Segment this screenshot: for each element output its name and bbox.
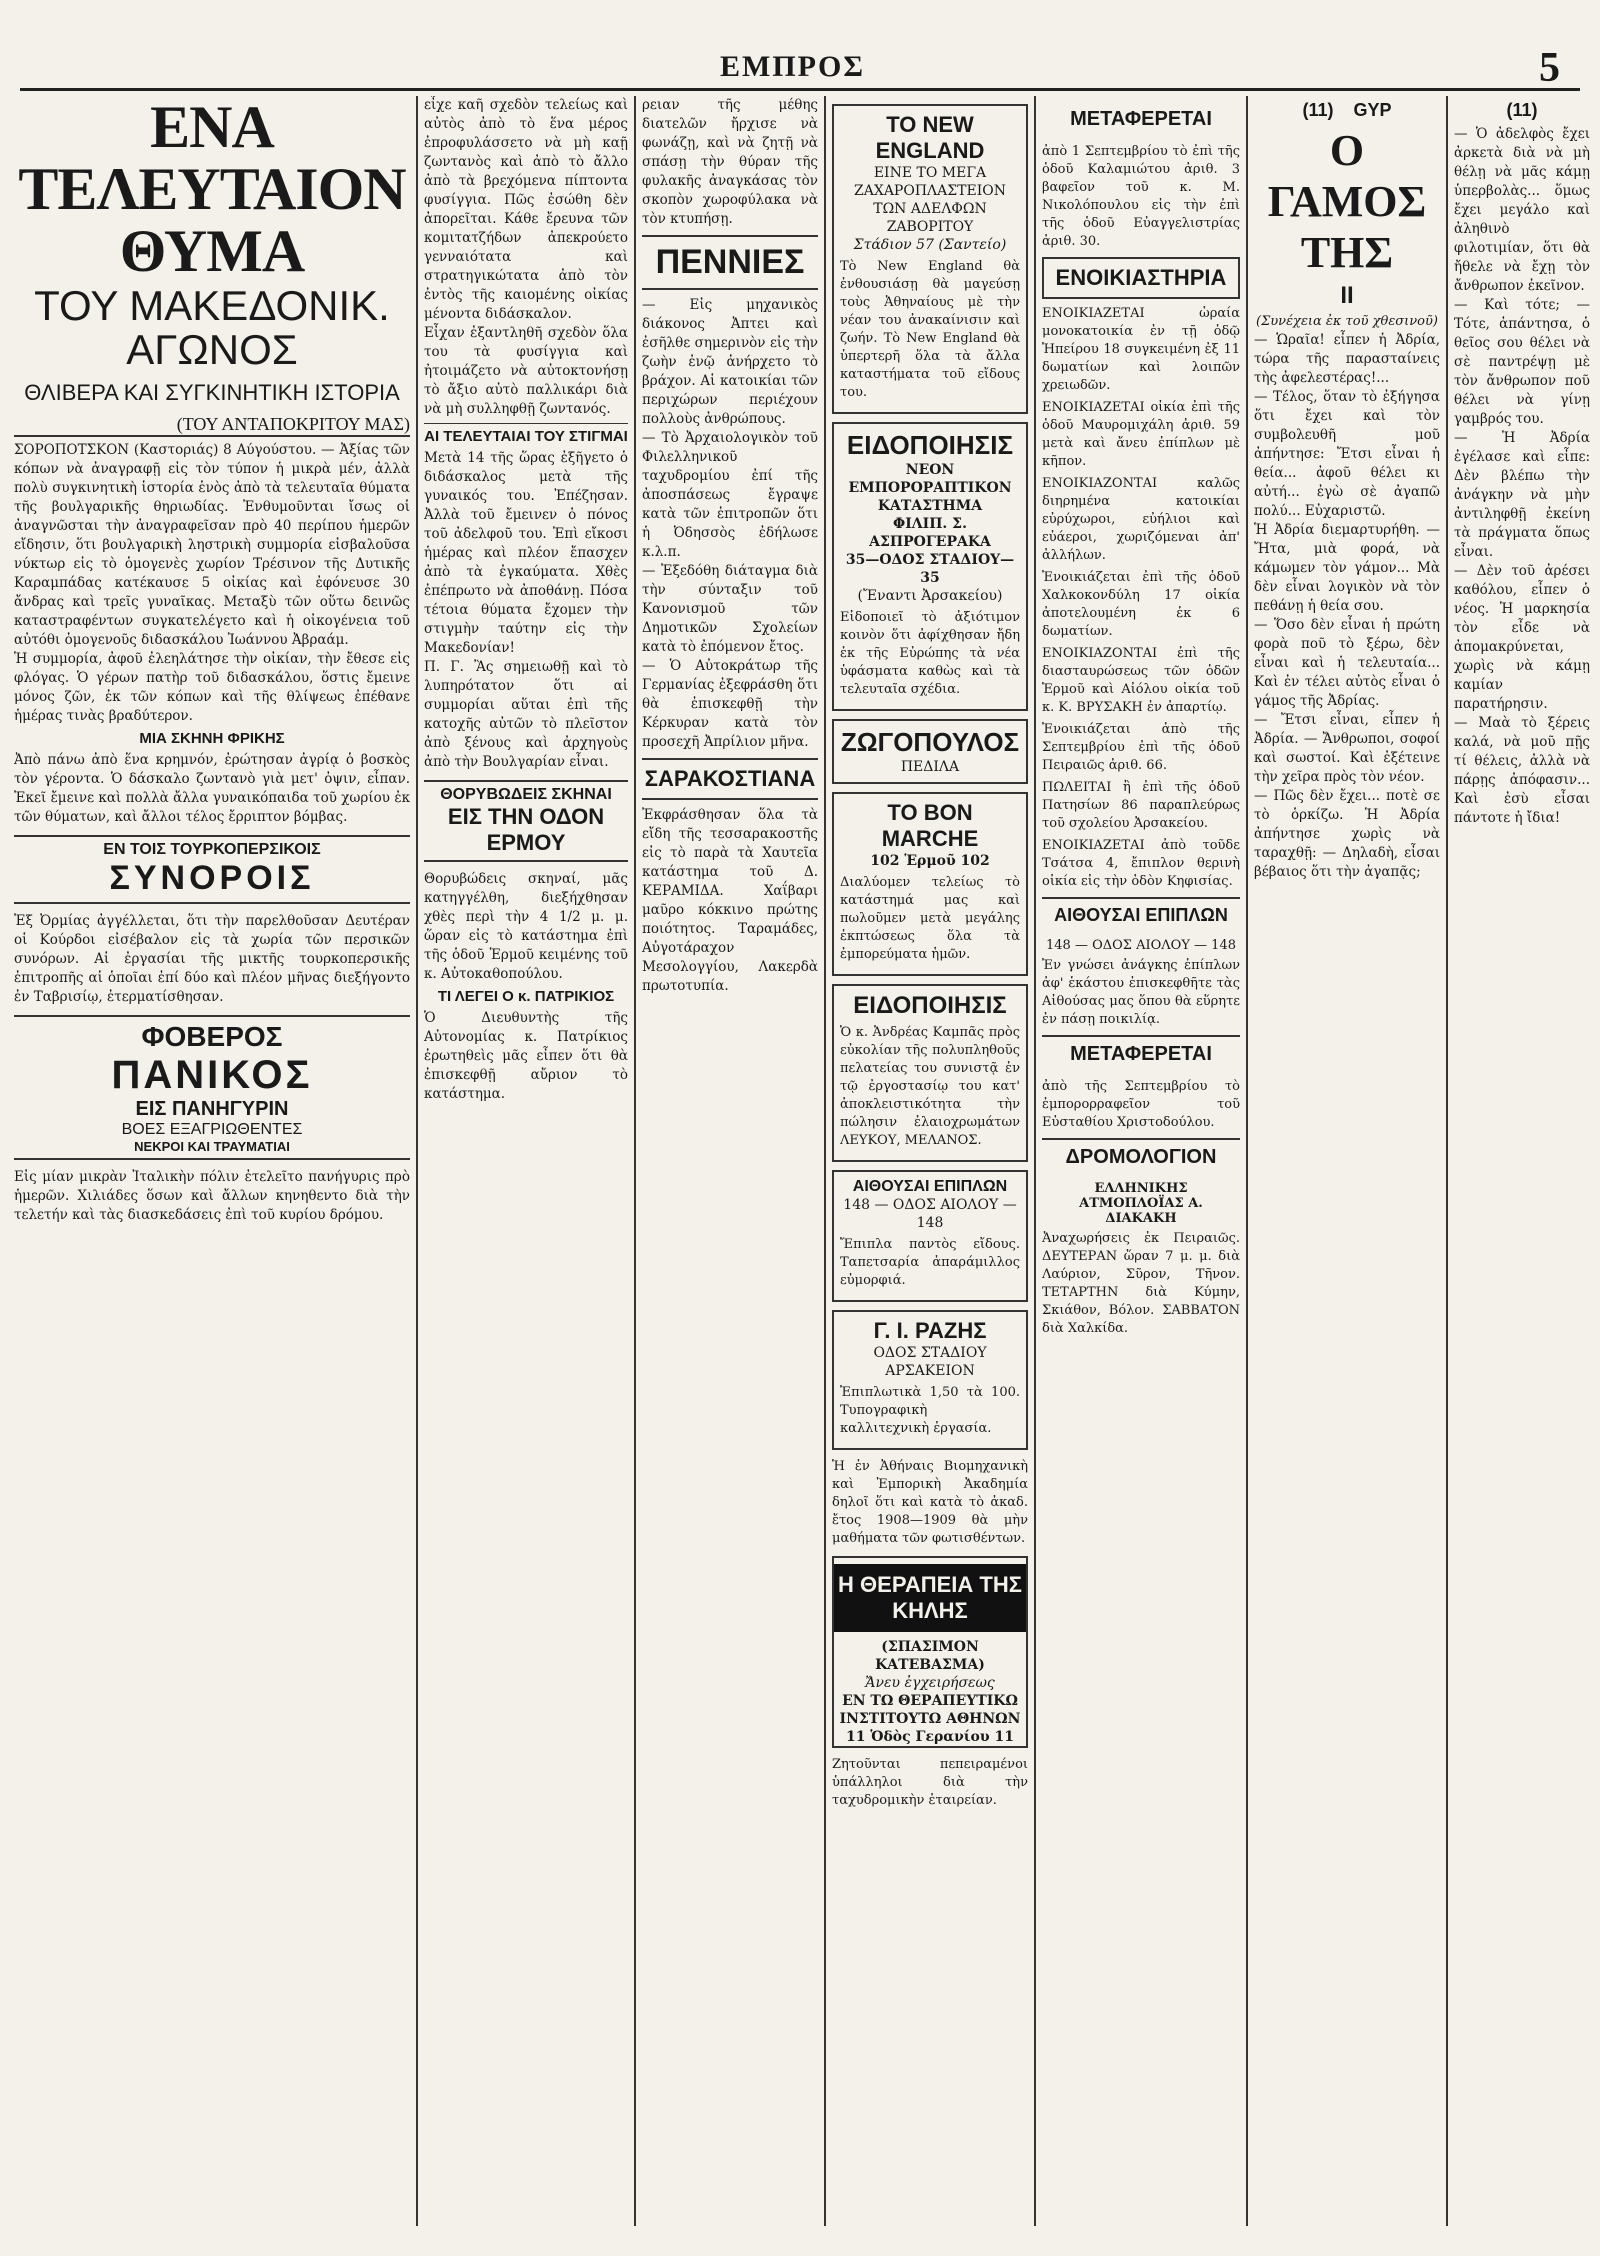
page-number: 5 <box>1539 45 1560 91</box>
ad-title: ΖΩΓΟΠΟΥΛΟΣ <box>840 727 1020 757</box>
serial-continuation: (Συνέχεια ἐκ τοῦ χθεσινοῦ) <box>1256 314 1438 329</box>
ad-zogopoulos <box>832 719 1028 784</box>
article-paragraph: Ὁ Διευθυντὴς τῆς Αὐτονομίας κ. Πατρίκιος ἐρωτηθεὶς μᾶς εἶπεν ὅτι θὰ ἐπισκεφθῇ αὔριον τὸ κατάστημα. <box>424 1010 628 1102</box>
article-paragraph: — Ὡραῖα! εἶπεν ἡ Ἀδρία, τώρα τῆς παρασταίνεις τὴς ἀφελεστέρας!... <box>1254 332 1440 386</box>
serial-number: (11) <box>1302 100 1334 120</box>
section-head-furniture: ΑΙΘΟΥΣΑΙ ΕΠΙΠΛΩΝ <box>1042 897 1240 932</box>
ad-address: ΟΔΟΣ ΣΤΑΔΙΟΥ ΑΡΣΑΚΕΙΟΝ <box>873 1345 987 1379</box>
section-head-pennies: ΠΕΝΝΙΕΣ <box>642 235 818 290</box>
article-paragraph: — Μαὰ τὸ ξέρεις καλά, νὰ μοῦ πῇς τί θέλεις, ἀλλὰ νὰ πάρῃς ἀπόφασιν... Καὶ ἐσὺ εἶσαι πάντοτε ἡ ἴδια! <box>1454 715 1590 826</box>
article-paragraph: — Πῶς δὲν ἔχει... ποτὲ σε τὸ ὁρκίζω. Ἡ Ἀδρία ἀπήντησε χωρὶς νὰ ταραχθῇ: — Δηλαδὴ, εἶσαι βέβαιος ὅτι τὴν ἀγαπᾷς; <box>1254 788 1440 880</box>
article-paragraph: Π. Γ. Ἂς σημειωθῇ καὶ τὸ λυπηρότατον ὅτι αἱ συμμορίαι αὕται ἐπὶ τῆς κατοχῆς αὐτῶν τὸ πλεῖστον ἀπὸ ξένους καὶ ἀρχηγοὺς ἀπὸ τὴν Βουλγαρίαν εἶναι. <box>424 659 628 770</box>
ad-furniture <box>832 1170 1028 1302</box>
ad-subtitle: ΤΩΝ ΑΔΕΛΦΩΝ ΖΑΒΟΡΙΤΟΥ <box>873 201 987 235</box>
article-paragraph: — Δὲν τοῦ ἀρέσει καθόλου, εἶπεν ὁ νέος. Ἡ μαρκησία τὸν εἶδε νὰ ἀπομακρύνεται, χωρὶς νὰ κάμῃ καμίαν παρατήρησιν. <box>1454 563 1590 712</box>
article-paragraph: Ἐκφράσθησαν ὅλα τὰ εἴδη τῆς τεσσαρακοστῆς εἰς τὸ παρὰ τὰ Χαυτεῖα κατάστημα τοῦ Δ. ΚΕΡΑΜΙΔΑ. Χαΐβαρι μαῦρο κόκκινο πρώτης ποιότητος. Ταραμάδες, Αὐγοτάραχον Μεσολογγίου, Λακερδὰ πρωτοτυπία. <box>642 807 818 994</box>
serial-chapter: II <box>1340 282 1354 309</box>
panic-head-1: ΦΟΒΕΡΟΣ <box>141 1021 283 1052</box>
main-subheadline: ΤΟΥ ΜΑΚΕΔΟΝΙΚ. ΑΓΩΝΟΣ <box>34 282 390 373</box>
article-paragraph: Ἡ συμμορία, ἀφοῦ ἐλεηλάτησε τὴν οἰκίαν, τὴν ἔθεσε εἰς φλόγας. Ὁ γέρων πατὴρ τοῦ διδασκάλου, ὅστις ἔμεινε μόνος ζῶν, ἐκ τῶν κόπων καὶ τῆς θλίψεως ἐπέθανε ἡμέρας τινὰς βραδύτερον. <box>14 651 410 724</box>
ad-razis <box>832 1310 1028 1450</box>
classified-item: Ἐνοικιάζεται ἐπὶ τῆς ὁδοῦ Χαλκοκονδύλη 17 οἰκία ἀποτελουμένη ἐκ 6 δωματίων. <box>1042 570 1240 639</box>
article-paragraph: — Καὶ τότε; — Τότε, ἀπάντησα, ὁ θεῖος σου θέλει νὰ σὲ παντρέψῃ μὲ τὸν ἄνθρωπον ποῦ θέλει νὰ γίνῃ γαμβρός του. <box>1454 297 1590 427</box>
article-paragraph: ρειαν τῆς μέθης διατελῶν ἤρχισε νὰ φωνάζῃ, καὶ νὰ ζητῇ νὰ σπάσῃ τὴν θύραν τῆς φυλακῆς ἀναγκάσας τὸν σκοπὸν χωροφύλακα νὰ τὸν κτυπήσῃ. <box>642 97 818 227</box>
classified-item: ἀπὸ 1 Σεπτεμβρίου τὸ ἐπὶ τῆς ὁδοῦ Καλαμιώτου ἀριθ. 3 βαφεῖον τοῦ κ. Μ. Νικολόπουλου εἰς τὴν ἐπὶ τῆς ὁδοῦ Εὐαγγελιστρίας ἀριθ. 30. <box>1042 144 1240 249</box>
masthead-rule <box>20 88 1580 91</box>
classified-item: ΕΝΟΙΚΙΑΖΕΤΑΙ ἀπὸ τοῦδε Τσάτσα 4, ἔπιπλον θερινὴ οἰκία εἰς τὴν ὁδὸν Κηφισίας. <box>1042 838 1240 889</box>
ad-subtitle: ΝΕΟΝ ΕΜΠΟΡΟΡΑΠΤΙΚΟΝ ΚΑΤΑΣΤΗΜΑ <box>848 462 1012 514</box>
article-paragraph: Θορυβώδεις σκηναί, μᾶς κατηγγέλθη, διεξήχθησαν χθὲς περὶ τὴν 4 1/2 μ. μ. ὥραν εἰς τὸ κατάστημα ἐπὶ τῆς ὁδοῦ Ἑρμοῦ κειμένης τοῦ κ. Αὐτοκαθοπούλου. <box>424 871 628 982</box>
ad-notice <box>832 984 1028 1162</box>
border-head-line1: ΕΝ ΤΟΙΣ ΤΟΥΡΚΟΠΕΡΣΙΚΟΙΣ <box>103 841 321 858</box>
column-4 <box>826 96 1036 2226</box>
main-subheadline-2: ΘΛΙΒΕΡΑ ΚΑΙ ΣΥΓΚΙΝΗΤΙΚΗ ΙΣΤΟΡΙΑ <box>24 380 400 405</box>
column-2 <box>418 96 636 2226</box>
main-headline: ΕΝΑ ΤΕΛΕΥΤΑΙΟΝ ΘΥΜΑ <box>18 96 406 284</box>
article-paragraph: Εἰς μίαν μικρὰν Ἰταλικὴν πόλιν ἐτελεῖτο πανήγυρις πρὸ ἡμερῶν. Χιλιάδες ὅσων καὶ ἄλλων κηνηθεντο διὰ τὴν τελετήν καὶ τὰς διασκεδάσεις ἐπὶ τοῦ κυρίου δρόμου. <box>14 1169 410 1223</box>
serial-label: (11) <box>1506 100 1538 120</box>
ad-title: ΕΙΔΟΠΟΙΗΣΙΣ <box>846 430 1014 460</box>
ad-address: 102 Ἑρμοῦ 102 <box>870 853 990 869</box>
section-head-panic <box>14 1015 410 1160</box>
article-paragraph: — Ἡ Ἀδρία ἐγέλασε καὶ εἶπε: Δὲν βλέπω τὴν ἀνάγκην νὰ μὴν ἀντιληφθῇ ἐκείνη τὰ πράγματα ὅπως εἶναι. <box>1454 430 1590 560</box>
ad-address: 35—ΟΔΟΣ ΣΤΑΔΙΟΥ—35 <box>845 552 1015 586</box>
column-1 <box>8 96 418 2226</box>
panic-head-3: ΕΙΣ ΠΑΝΗΓΥΡΙΝ <box>135 1098 289 1120</box>
ad-subtitle: (ΣΠΑΣΙΜΟΝ ΚΑΤΕΒΑΣΜΑ) <box>875 1639 985 1673</box>
ad-address: 148 — ΟΔΟΣ ΑΙΟΛΟΥ — 148 <box>843 1197 1017 1231</box>
article-paragraph: — Τέλος, ὅταν τὸ ἐξήγησα ὅτι ἔχει καὶ τὸν συμβολευθῆ μοῦ ἀπήντησε: Ἔτσι εἶναι ἡ θεία... ἀφοῦ θέλει κι αὐτή... ἐγὼ σὲ ἀγαπῶ πολύ... Εὐχαριστῶ. <box>1254 389 1440 519</box>
border-head-line2: ΣΥΝΟΡΟΙΣ <box>109 859 315 897</box>
article-paragraph: — Τὸ Ἀρχαιολογικὸν τοῦ Φιλελληνικοῦ ταχυδρομίου ἐπί τῆς ἀποσπάσεως ἔγραψε κατὰ τῶν ἐπιτροπῶν ὅτι ἡ Ὀδησσὸς ἐδήλωσε κ.λ.π. <box>642 430 818 560</box>
section-head-border <box>14 835 410 904</box>
article-paragraph: — Ἐξεδόθη διάταγμα διὰ τὴν σύνταξιν τοῦ Κανονισμοῦ τῶν Δημοτικῶν Σχολείων κατὰ τὸ ἐπόμενον ἔτος. <box>642 563 818 655</box>
column-3 <box>636 96 826 2226</box>
article-paragraph: — Ὅσο δὲν εἶναι ἡ πρώτη φορὰ ποῦ τὸ ξέρω, δὲν εἶναι καὶ ἡ τελευταία... Καὶ ἐν τέλει αὐτὸς εἶναι ὁ γάμος τῆς Ἀδρίας. <box>1254 617 1440 709</box>
ad-bon-marche <box>832 792 1028 976</box>
ad-address: (Ἔναντι Ἀρσακείου) <box>857 588 1003 604</box>
article-paragraph: Εἶχαν ἐξαντληθῆ σχεδὸν ὅλα του τὰ φυσίγγια καὶ ἠτοιμάζετο νὰ αὐτοκτονήσῃ τὸ ἄξιο αὐτὸ παλλικάρι διὰ νὰ μὴ συλληφθῇ ζωντανός. <box>424 325 628 417</box>
panic-head-2: ΠΑΝΙΚΟΣ <box>111 1053 313 1097</box>
article-paragraph: — Εἰς μηχανικὸς διάκονος Ἀπτει καὶ ἐσῆλθε σημερινὸν εἰς τὴν ζωὴν ἐνῷ ἀνήρχετο τὸ βράχον. Αἱ κατοικίαι τῶν περιχώρων περιέχουν πολλοὺς ἀνθρώπους. <box>642 297 818 427</box>
classified-item: ΕΝΟΙΚΙΑΖΕΤΑΙ οἰκία ἐπὶ τῆς ὁδοῦ Μαυρομιχάλη ἀριθ. 59 μετὰ καὶ ἄνευ ἐπίπλων μὲ κῆπον. <box>1042 400 1240 469</box>
ad-aspropgeraka <box>832 422 1028 711</box>
article-paragraph: — Ἔτσι εἶναι, εἶπεν ἡ Ἀδρία. — Ἄνθρωποι, σοφοί καὶ σωστοί. Καὶ ἐξέτεινε τὴν χεῖρα πρὸς τὸν νέον. <box>1254 712 1440 785</box>
classified-item: Ἀναχωρήσεις ἐκ Πειραιῶς. ΔΕΥΤΕΡΑΝ ὥραν 7 μ. μ. διὰ Λαύριον, Σῦρον, Τῆνον. ΤΕΤΑΡΤΗΝ διὰ Κύμην, Σκιάθον, Βόλον. ΣΑΒΒΑΤΟΝ διὰ Χαλκίδα. <box>1042 1231 1240 1336</box>
column-5 <box>1036 96 1248 2226</box>
panic-head-4: ΒΟΕΣ ΕΞΑΓΡΙΩΘΕΝΤΕΣ <box>121 1121 303 1138</box>
schedule-subtitle: ΕΛΛΗΝΙΚΗΣ ΑΤΜΟΠΛΟΪΑΣ Α. ΔΙΑΚΑΚΗ <box>1079 1181 1203 1226</box>
article-paragraph: ΣΟΡΟΠΟΤΣΚΟΝ (Καστοριάς) 8 Αύγούστου. — Ἀξίας τῶν κόπων νὰ ἀναγραφῇ εἰς τὸν τύπον ἡ μικρὰ μέν, ἀλλὰ πολὺ συγκινητικὴ ἱστορία ἑνὸς ἀπὸ τὰ τελευταῖα θύματα τῆς βουλγαρικῆς θηριωδίας. Ἐνθυμοῦνται ἴσως οἱ ἀναγνῶσται τὴν ἀναγραφεῖσαν πρὸ 40 περίπου ἡμερῶν εἴδησιν, ὅτι βουλγαρικὴ ληστρικὴ συμμορία εἰσβαλοῦσα νύκτωρ εἰς τὸ ὁμογενὲς χωρίον Τρέσινον τῆς Δυτικῆς Καραμπάδας κατέκαυσε 5 οἰκίας καὶ ἐφόνευσε 30 ἄνδρας καὶ τρεῖς γυναῖκας. Μεταξὺ τῶν οὕτω δεινῶς καταστραφέντων συγκατελέγετο καὶ ἡ οἰκογένεια τοῦ αὐτόθι ὁμογενοῦς διδασκάλου Ἰωάννου Ἀβραάμ. <box>14 442 410 648</box>
ad-text: Ζητοῦνται πεπειραμένοι ὑπάλληλοι διὰ τὴν ταχυδρομικὴν ἐταιρείαν. <box>832 1757 1028 1808</box>
ad-text: Εἰδοποιεῖ τὸ ἀξιότιμον κοινὸν ὅτι ἀφίχθησαν ἤδη ἐκ τῆς Εὐρώπης τὰ νέα ὑφάσματα καθὼς καὶ τὰ τελευταῖα σχέδια. <box>840 610 1020 697</box>
section-subhead: ΤΙ ΛΕΓΕΙ Ο κ. ΠΑΤΡΙΚΙΟΣ <box>437 988 615 1005</box>
article-paragraph: Ἀπὸ πάνω ἀπὸ ἕνα κρημνόν, ἐρώτησαν ἀγρίᾳ ὁ βοσκὸς τὸν γέροντα. Ὁ δάσκαλο ζωντανὸ γιὰ μετ' ὀψιν, εἶπαν. Ἐκεῖ ἔμεινε καὶ πολλὰ ἄλλα γυναικόπαιδα τοῦ χωρίου ἐκ τῶν θύματων, καὶ ἄλλοι τέλος ἔρριπτον βόμβας. <box>14 752 410 825</box>
masthead <box>0 30 1600 90</box>
ad-subtitle: ΕΙΝΕ ΤΟ ΜΕΓΑ ΖΑΧΑΡΟΠΛΑΣΤΕΙΟΝ <box>854 165 1006 199</box>
section-head-rentals: ΕΝΟΙΚΙΑΣΤΗΡΙΑ <box>1042 257 1240 299</box>
newspaper-title: ΕΜΠΡΟΣ <box>720 50 865 83</box>
classified-item: Ἐνοικιάζεται ἀπὸ τῆς Σεπτεμβρίου ἐπὶ τῆς ὁδοῦ Πειραιῶς ἀριθ. 66. <box>1042 722 1240 773</box>
serial-author: GYP <box>1353 100 1392 120</box>
byline: (ΤΟΥ ΑΝΤΑΠΟΚΡΙΤΟΥ ΜΑΣ) <box>14 414 410 437</box>
ad-title: ΑΙΘΟΥΣΑΙ ΕΠΙΠΛΩΝ <box>852 1178 1008 1195</box>
serial-title: Ο ΓΑΜΟΣ ΤΗΣ <box>1267 126 1427 277</box>
classified-item: ΠΩΛΕΙΤΑΙ ἢ ἐπὶ τῆς ὁδοῦ Πατησίων 86 παραπλεύρως τοῦ σχολείου Ἀρσακείου. <box>1042 780 1240 831</box>
article-paragraph: Ἐξ Ὀρμίας ἀγγέλλεται, ὅτι τὴν παρελθοῦσαν Δευτέραν οἱ Κούρδοι εἰσέβαλον εἰς τὰ χωρία τῶν περσικῶν συνόρων. Αἱ ἐργασίαι τῆς μικτῆς τουρκοπερσικῆς ἐπιτροπῆς αἱ ὁποῖαι ἐπί δύο καὶ πλέον μῆνας διεξήγοντο ἐν Ταβρισίῳ, ἐτερματίσθησαν. <box>14 913 410 1005</box>
ad-text: Ἔπιπλα παντὸς εἴδους. Ταπετσαρία ἀπαράμιλλος εὐμορφιά. <box>840 1237 1020 1288</box>
classified-item: ΕΝΟΙΚΙΑΖΟΝΤΑΙ ἐπὶ τῆς διασταυρώσεως τῶν ὁδῶν Ἑρμοῦ καὶ Αἰόλου οἰκία τοῦ κ. Κ. ΒΡΥΣΑΚΗ ἐν ἀπαρτίῳ. <box>1042 646 1240 715</box>
ad-subtitle: ΦΙΛΙΠ. Σ. ΑΣΠΡΟΓΕΡΑΚΑ <box>869 516 991 550</box>
ad-text: Τὸ New England θὰ ἐνθουσιάσῃ θὰ μαγεύσῃ τοὺς Ἀθηναίους μὲ τὴν νέαν του ἀνακαίνισιν καὶ ζωήν. Τὸ New England θὰ ὑπερτερῆ ὅλα τὰ ἄλλα καταστήματα τοῦ εἴδους του. <box>840 259 1020 400</box>
ad-text: Διαλύομεν τελείως τὸ κατάστημά μας καὶ πωλοῦμεν μετὰ μεγάλης ἐκπτώσεως ὅλα τὰ ἐμπορεύματα ἡμῶν. <box>840 875 1020 962</box>
theft-head-1: ΘΟΡΥΒΩΔΕΙΣ ΣΚΗΝΑΙ <box>440 786 612 803</box>
classified-item: ἀπὸ τῆς Σεπτεμβρίου τὸ ἐμπορορραφεῖον τοῦ Εὐσταθίου Χριστοδούλου. <box>1042 1079 1240 1130</box>
article-paragraph: — Ὁ Αὐτοκράτωρ τῆς Γερμανίας ἐξεφράσθη ὅτι θὰ ἐπισκεφθῇ τὴν Κέρκυραν κατὰ τὸν προσεχῆ Ἀπρίλιον μῆνα. <box>642 658 818 750</box>
section-subhead: ΜΙΑ ΣΚΗΝΗ ΦΡΙΚΗΣ <box>139 730 285 747</box>
ad-address: Στάδιον 57 (Σαντείο) <box>853 237 1007 253</box>
ad-title: ΕΙΔΟΠΟΙΗΣΙΣ <box>853 992 1007 1019</box>
section-head-theft <box>424 780 628 862</box>
serial-label <box>1254 100 1440 121</box>
classified-item: ΕΝΟΙΚΙΑΖΟΝΤΑΙ καλῶς διηρημένα κατοικίαι εὐρύχωροι, εὐήλιοι καὶ εὐάεροι, χωριζόμεναι ἀπ' ἀλλήλων. <box>1042 476 1240 563</box>
classified-item: ΕΝΟΙΚΙΑΖΕΤΑΙ ὡραία μονοκατοικία ἐν τῇ ὁδῷ Ἠπείρου 18 συγκειμένη ἐξ 11 δωματίων καὶ λοιπῶν χρειωδῶν. <box>1042 306 1240 393</box>
ad-kili <box>832 1556 1028 1748</box>
ad-address: ΕΝ ΤΩ ΘΕΡΑΠΕΥΤΙΚΩ ΙΝΣΤΙΤΟΥΤΩ ΑΘΗΝΩΝ 11 Ὁδὸς Γερανίου 11 <box>839 1693 1021 1745</box>
theft-head-2: ΕΙΣ ΤΗΝ ΟΔΟΝ ΕΡΜΟΥ <box>447 804 605 855</box>
ad-subtitle: Ἄνευ ἐγχειρήσεως <box>865 1675 995 1691</box>
article-paragraph: — Ὁ ἀδελφὸς ἔχει ἀρκετὰ διὰ νὰ μὴ θέλῃ νὰ μᾶς κάμῃ ὑπερβολὰς... ὅμως ἔχει μεγάλο καὶ ἀληθινὸ φιλοτιμίαν, ὅτι θὰ ἤθελε νὰ ἔχῃ τὸν ἄνθρωπον ἐκεῖνον. <box>1454 126 1590 294</box>
panic-head-5: ΝΕΚΡΟΙ ΚΑΙ ΤΡΑΥΜΑΤΙΑΙ <box>134 1139 290 1154</box>
column-6 <box>1248 96 1448 2226</box>
ad-new-england <box>832 104 1028 414</box>
ad-text: Ἐπιπλωτικὰ 1,50 τὰ 100. Τυπογραφικὴ καλλιτεχνικὴ ἐργασία. <box>840 1385 1020 1436</box>
column-7 <box>1448 96 1596 2226</box>
section-subhead: ΑΙ ΤΕΛΕΥΤΑΙΑΙ ΤΟΥ ΣΤΙΓΜΑΙ <box>424 423 628 445</box>
article-paragraph: Μετὰ 14 τῆς ὥρας ἐξῆγετο ὁ διδάσκαλος μετὰ τῆς γυναικός του. Ἐπέζησαν. Ἀλλὰ τοῦ ἔμεινεν ὁ πόνος τοῦ ἀδελφοῦ του. Ἐπὶ εἴκοσι ἡμέρας καὶ πλέον ἔπασχεν ἀπὸ τὰ ἐγκαύματα. Χθὲς ἐπέπρωτο νὰ ἀποθάνῃ. Πόσα τέτοια θύματα ἔχομεν τὴν στιγμὴν ταύτην εἰς τὴν Μακεδονίαν! <box>424 450 628 656</box>
ad-subtitle: ΠΕΔΙΛΑ <box>900 759 960 775</box>
article-paragraph: εἶχε καῆ σχεδὸν τελείως καὶ αὐτὸς ἀπὸ τὸ ἕνα μέρος ἐπροφυλάσσετο νὰ μὴ καῇ ζωντανὸς καὶ ἀπὸ τὸ ἄλλο ἀπὸ τὰ βρεχόμενα πίπτοντα φυσίγγια. Πῶς ἐσώθη δὲν ἀπορεῖται. Κάθε ἔρευνα τῶν κομιτατζήδων ἀπεκρούετο γενναιότατα καὶ στρατηγικώτατα ἀπὸ τὸν ἐντὸς τῆς καιομένης οἰκίας μένοντα διδάσκαλον. <box>424 97 628 322</box>
ad-title: ΤΟ NEW ENGLAND <box>875 112 985 163</box>
section-head-schedule: ΔΡΟΜΟΛΟΓΙΟΝ <box>1042 1138 1240 1175</box>
ad-text: Ἡ ἐν Ἀθήναις Βιομηχανικὴ καὶ Ἐμπορικὴ Ἀκαδημία δηλοῖ ὅτι καὶ κατὰ τὸ ἀκαδ. ἔτος 1908—1909 θὰ μὴν μαθήματα τῶν φωτισθέντων. <box>832 1459 1028 1546</box>
article-paragraph: Ἡ Ἀδρία διεμαρτυρήθη. — Ἤτα, μιὰ φορά, νὰ κάμωμεν τὸν γάμον... Μὰ δὲν εἶναι λογικὸν νὰ τὸν πεθάνῃ ἡ θεία σου. <box>1254 522 1440 614</box>
classified-item: Ἐν γνώσει ἀνάγκης ἐπίπλων ἀφ' ἑκάστου ἐπισκεφθῆτε τὰς Αἰθούσας μας ὅπου θὰ εὕρητε ἐν πάσῃ ποικιλίᾳ. <box>1042 958 1240 1027</box>
ad-title: Γ. Ι. ΡΑΖΗΣ <box>873 1318 987 1343</box>
section-head-transfer-2: ΜΕΤΑΦΕΡΕΤΑΙ <box>1042 1035 1240 1072</box>
ad-text: Ὁ κ. Ἀνδρέας Καμπᾶς πρὸς εὐκολίαν τῆς πολυπληθοῦς πελατείας του συνιστᾷ ἐν τῷ ἐργοστασίῳ του κατ' ἀποκλειστικότητα τὴν πώλησιν ἐλαιοχρωμάτων ΛΕΥΚΟΥ, ΜΕΛΑΝΟΣ. <box>840 1025 1020 1148</box>
section-head-transfer: ΜΕΤΑΦΕΡΕΤΑΙ <box>1070 108 1212 130</box>
section-head-sarakostiana: ΣΑΡΑΚΟΣΤΙΑΝΑ <box>642 758 818 800</box>
furniture-address: 148 — ΟΔΟΣ ΑΙΟΛΟΥ — 148 <box>1046 938 1236 953</box>
ad-title: Η ΘΕΡΑΠΕΙΑ ΤΗΣ ΚΗΛΗΣ <box>834 1564 1026 1632</box>
ad-title: ΤΟ BON MARCHE <box>881 800 979 851</box>
